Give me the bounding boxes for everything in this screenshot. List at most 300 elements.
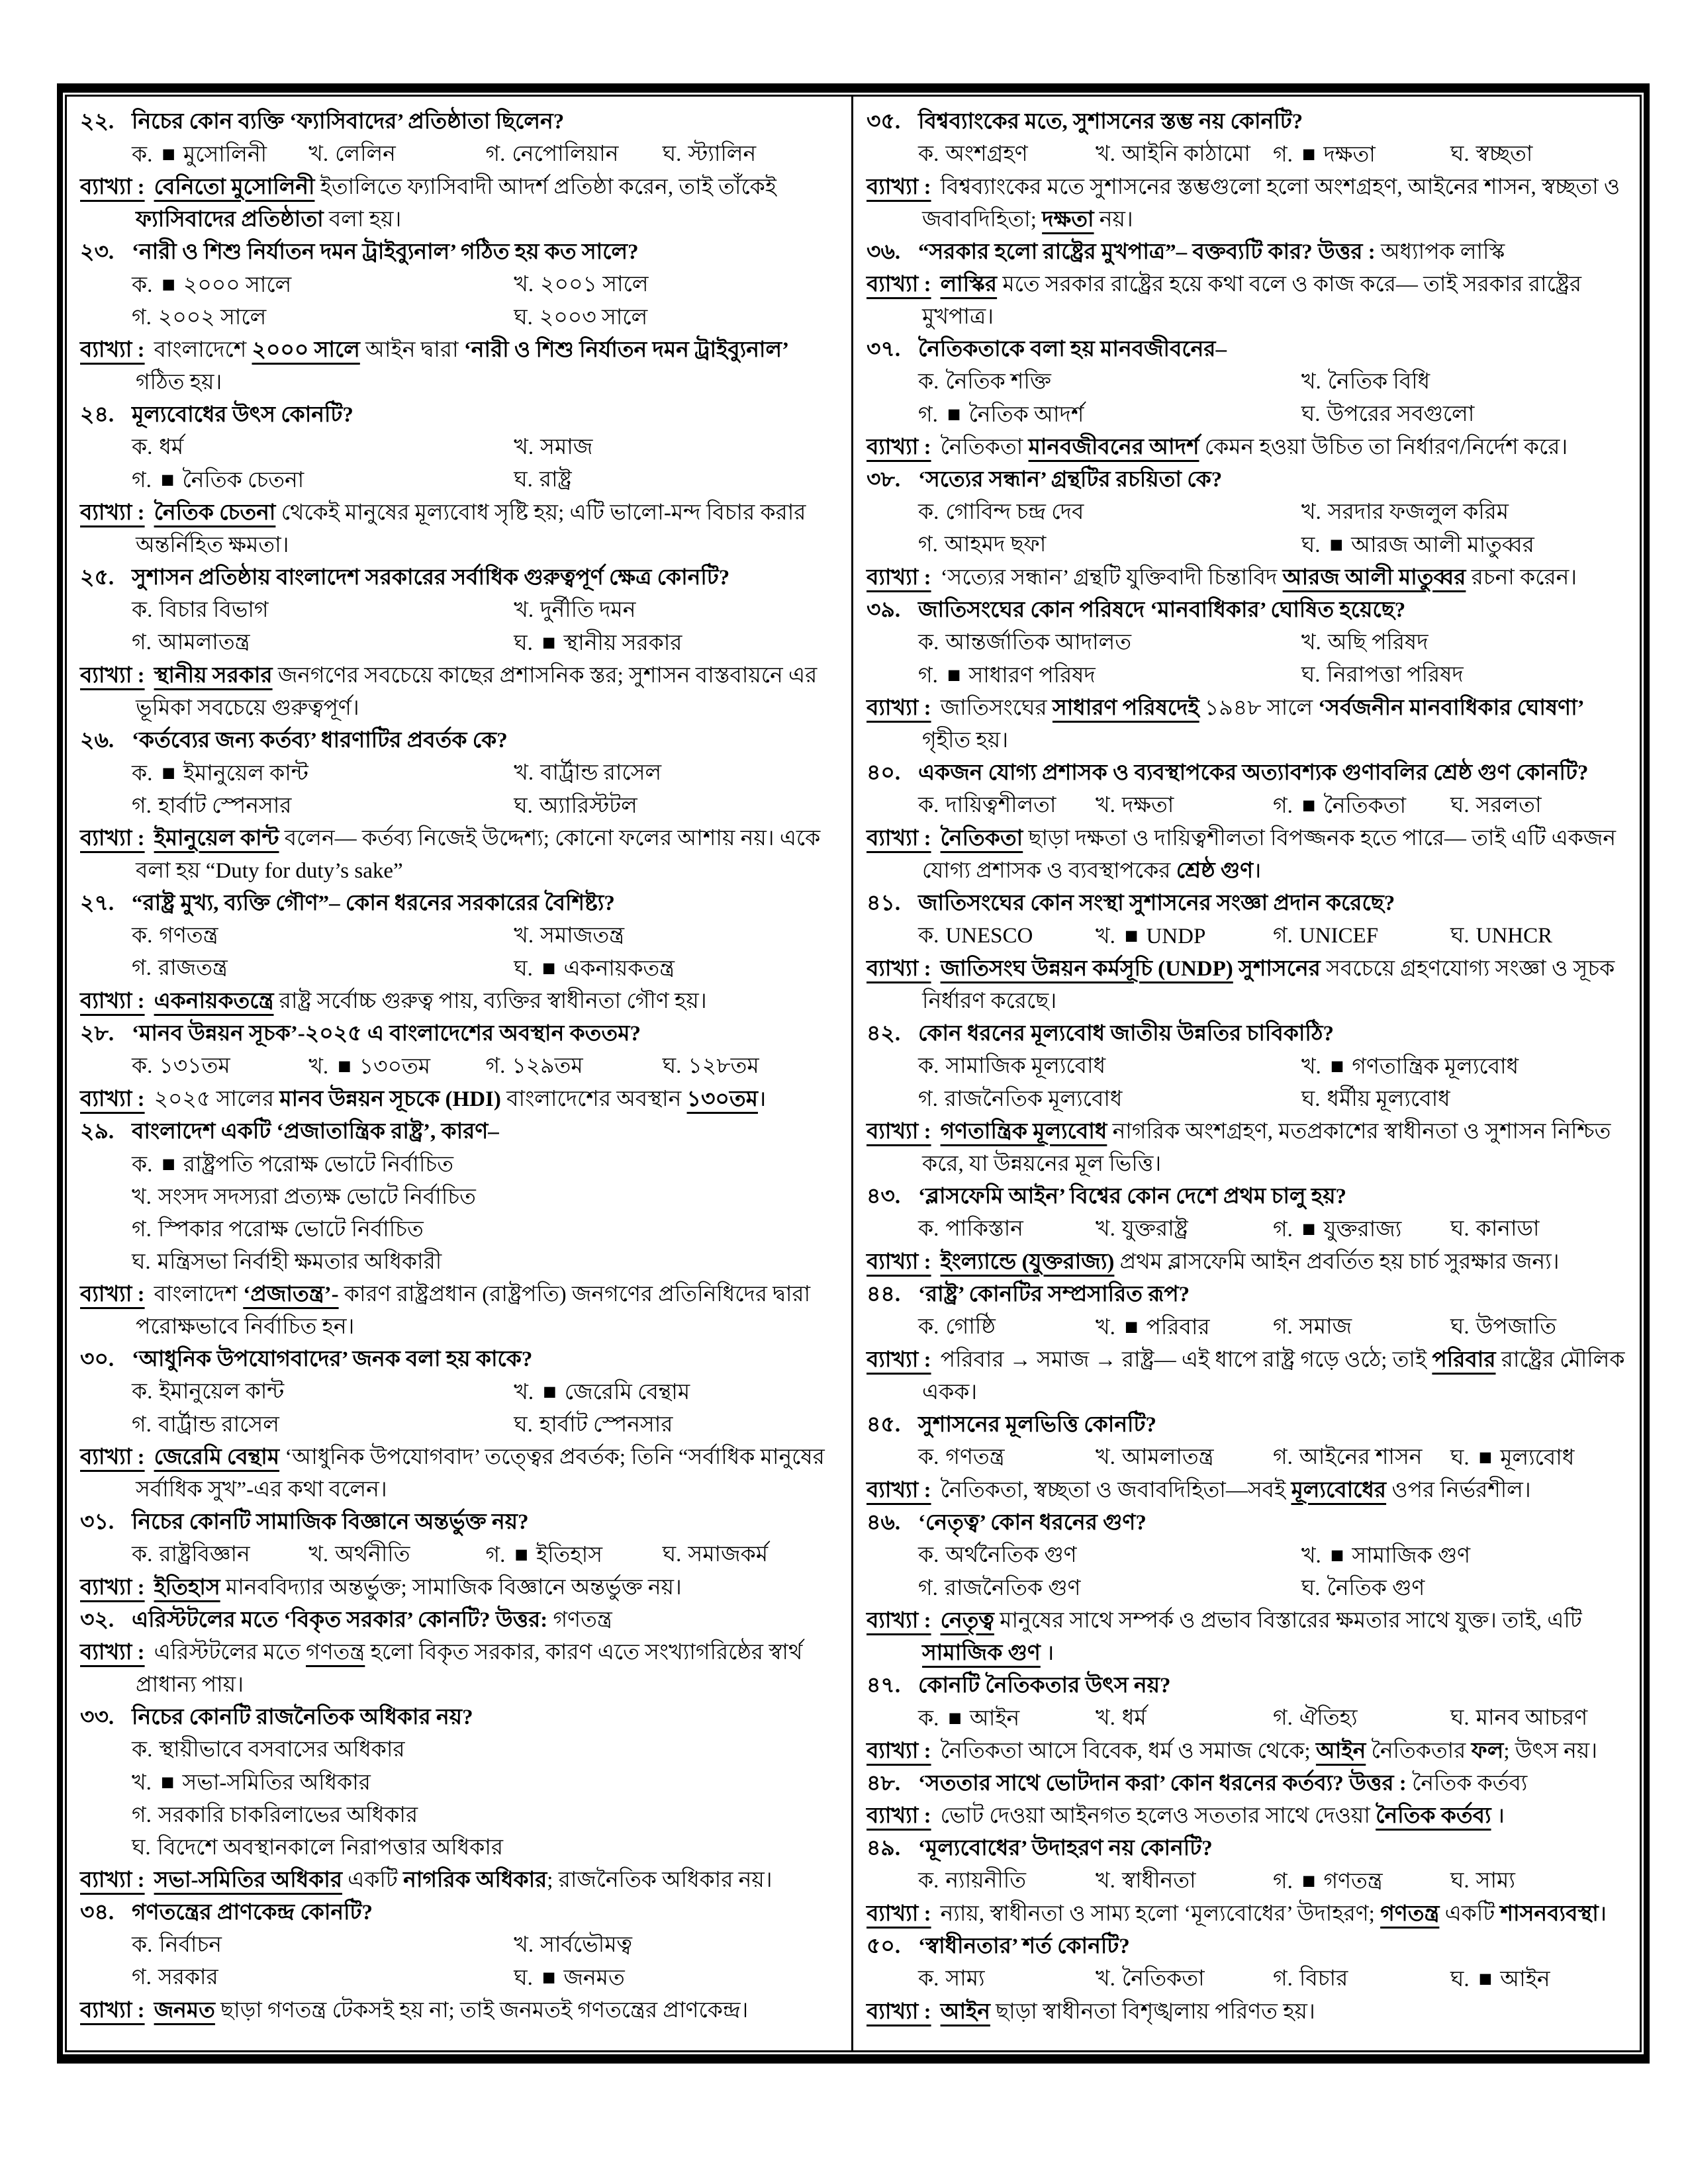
option-key: খ. <box>308 142 329 166</box>
option-item <box>514 757 839 790</box>
question-title <box>918 1279 1628 1311</box>
option-text: ঐতিহ্য <box>1299 1706 1358 1730</box>
option-item <box>132 138 308 171</box>
option-text: আইন <box>1500 1968 1550 1991</box>
question-title <box>132 236 839 269</box>
option-key: ক. <box>918 1543 939 1567</box>
options-group <box>132 269 839 334</box>
option-text: আইনের শাসন <box>1299 1445 1423 1469</box>
option-key: ক. <box>918 1315 939 1339</box>
option-key: গ. <box>1273 143 1293 167</box>
question-title <box>132 562 839 594</box>
option-key: ঘ. <box>514 631 533 655</box>
option-key: ঘ. <box>1301 663 1321 687</box>
question-block <box>80 399 839 562</box>
option-text: রাষ্ট্র <box>539 468 572 492</box>
option-item <box>1301 1572 1628 1605</box>
options-group <box>132 1929 839 1995</box>
option-key: গ. <box>485 1054 506 1078</box>
explanation <box>867 562 1628 594</box>
explanation-label: ব্যাখ্যা : <box>80 664 145 688</box>
options-group <box>918 627 1628 692</box>
option-key: ঘ. <box>132 1836 151 1860</box>
option-item <box>918 366 1301 398</box>
option-text: সরলতা <box>1476 794 1542 817</box>
option-text: দক্ষতা <box>1121 794 1174 817</box>
option-key: ক. <box>132 1380 153 1404</box>
option-key: ক. <box>132 1153 153 1177</box>
option-text: অর্থনীতি <box>335 1543 410 1567</box>
question-title <box>918 1833 1628 1865</box>
option-key: খ. <box>514 761 534 785</box>
explanation <box>867 432 1628 464</box>
option-key: ঘ. <box>514 957 533 981</box>
correct-answer-marker: ■ <box>543 1380 557 1404</box>
question-title-line <box>867 887 1628 920</box>
explanation <box>867 692 1628 757</box>
option-item <box>1096 1963 1273 1996</box>
question-title <box>132 1604 839 1637</box>
option-text: ১২৮তম <box>688 1054 759 1078</box>
option-item <box>486 138 663 171</box>
question-text: নৈতিকতাকে বলা হয় মানবজীবনের– <box>918 338 1227 361</box>
option-text: স্বাধীনতা <box>1121 1869 1196 1893</box>
question-block <box>80 1343 839 1506</box>
option-key: খ. <box>514 435 534 459</box>
explanation-segment: ‘নারী ও শিশু নির্যাতন দমন ট্রাইব্যুনাল’ <box>463 338 790 362</box>
correct-answer-marker: ■ <box>162 761 175 786</box>
explanation <box>867 1116 1628 1181</box>
option-key: খ. <box>132 1185 152 1209</box>
question-block <box>867 1670 1628 1768</box>
inline-answer-value: নৈতিক কর্তব্য <box>1412 1772 1528 1796</box>
question-number: ৪৮. <box>867 1772 901 1796</box>
option-text: আইনি কাঠামো <box>1121 142 1250 166</box>
option-item <box>918 1572 1301 1605</box>
option-key: ঘ. <box>1450 1315 1470 1339</box>
option-item <box>132 1766 839 1799</box>
correct-answer-marker: ■ <box>948 1706 962 1731</box>
option-item <box>918 1865 1096 1898</box>
option-item <box>132 790 514 823</box>
correct-answer-marker: ■ <box>1301 1869 1316 1893</box>
option-text: বার্ট্রান্ড রাসেল <box>158 1413 279 1437</box>
option-item <box>918 1539 1301 1572</box>
option-key: ঘ. <box>1301 1087 1321 1111</box>
option-key: ক. <box>918 1445 939 1469</box>
option-text: গোষ্ঠি <box>945 1315 996 1339</box>
question-text: ‘সত্যের সন্ধান’ গ্রন্থটির রচয়িতা কে? <box>918 468 1223 492</box>
correct-answer-marker: ■ <box>541 1966 556 1990</box>
option-key: খ. <box>1301 1544 1321 1568</box>
option-text: স্থানীয় সরকার <box>563 631 682 655</box>
explanation-segment: গণতান্ত্রিক মূল্যবোধ <box>940 1120 1107 1144</box>
explanation-label: ব্যাখ্যা : <box>867 1609 931 1633</box>
question-title <box>918 464 1628 496</box>
explanation-segment: শ্রেষ্ঠ গুণ <box>1176 859 1254 883</box>
question-text: এরিস্টটলের মতে ‘বিকৃত সরকার’ কোনটি? <box>132 1608 491 1632</box>
option-item <box>1450 1213 1628 1246</box>
option-key: গ. <box>485 1543 506 1567</box>
correct-answer-marker: ■ <box>1301 794 1316 818</box>
explanation <box>867 1996 1628 2028</box>
explanation-segment: নৈতিক কর্তব্য <box>1376 1804 1491 1828</box>
option-key: খ. <box>1096 1967 1115 1991</box>
option-item <box>918 1963 1096 1996</box>
option-key: খ. <box>1096 1869 1115 1893</box>
right-column <box>853 97 1640 2050</box>
question-title <box>132 399 839 432</box>
option-item <box>918 1441 1096 1475</box>
explanation <box>80 823 839 887</box>
option-key: খ. <box>1096 1316 1115 1340</box>
option-key: খ. <box>1301 631 1321 655</box>
explanation-segment: ; উৎস নয়। <box>1503 1739 1598 1763</box>
option-key: খ. <box>1096 1706 1115 1730</box>
option-text: একনায়কতন্ত্র <box>563 957 675 981</box>
question-block <box>80 1897 839 2027</box>
options-group <box>918 496 1628 562</box>
question-title-line <box>867 1409 1628 1441</box>
explanation-segment: সবচেয়ে গ্রহণযোগ্য সংজ্ঞা ও সূচক নির্ধারণ করেছে। <box>922 957 1615 1013</box>
option-key: ঘ. <box>1450 1869 1470 1893</box>
question-text: ‘মূল্যবোধের’ উদাহরণ নয় কোনটি? <box>918 1837 1213 1860</box>
explanation-segment: বাংলাদেশে <box>154 338 252 362</box>
option-text: ২০০০ সালে <box>183 273 292 297</box>
correct-answer-marker: ■ <box>1301 142 1316 167</box>
option-item <box>918 920 1096 953</box>
explanation-segment: ফল <box>1471 1739 1504 1763</box>
question-text: জাতিসংঘের কোন পরিষদে ‘মানবাধিকার’ ঘোষিত হয়েছে? <box>918 598 1406 622</box>
option-item <box>1273 138 1450 171</box>
option-item <box>1273 1441 1450 1475</box>
option-item <box>132 1539 308 1572</box>
option-key: খ. <box>132 1771 152 1795</box>
option-key: ঘ. <box>1450 142 1470 166</box>
explanation-segment: ১৩০তম <box>686 1087 758 1111</box>
explanation <box>867 269 1628 334</box>
explanation-segment: ওপর নির্ভরশীল। <box>1386 1479 1531 1502</box>
explanation-segment: নৈতিকতার <box>1366 1739 1472 1763</box>
option-text: সাধারণ পরিষদ <box>968 664 1096 688</box>
option-item <box>132 920 514 952</box>
explanation-segment: মানববিদ্যার অন্তর্ভুক্ত; সামাজিক বিজ্ঞানে অন্তর্ভুক্ত নয়। <box>220 1576 682 1600</box>
option-key: খ. <box>1301 500 1321 524</box>
explanation-label: ব্যাখ্যা : <box>80 1576 145 1600</box>
option-item <box>132 269 514 302</box>
option-text: অংশগ্রহণ <box>945 142 1028 166</box>
question-title-line <box>867 464 1628 496</box>
explanation-segment: আইন দ্বারা <box>359 338 464 362</box>
explanation-label: ব্যাখ্যা : <box>80 1868 145 1892</box>
question-block <box>80 725 839 887</box>
option-text: বিচার <box>1299 1967 1348 1991</box>
option-text: সমাজতন্ত্র <box>540 924 625 948</box>
option-item <box>132 302 514 334</box>
explanation-segment: একটি <box>342 1868 404 1892</box>
question-number: ৪২. <box>867 1022 901 1046</box>
question-text: ‘আধুনিক উপযোগবাদের’ জনক বলা হয় কাকে? <box>132 1347 533 1371</box>
question-title <box>918 1409 1628 1441</box>
option-text: মন্ত্রিসভা নির্বাহী ক্ষমতার অধিকারী <box>157 1250 442 1274</box>
option-item <box>132 1148 839 1181</box>
option-item <box>1301 659 1628 692</box>
question-number: ৩৯. <box>867 598 901 622</box>
explanation-segment: ‘সত্যের সন্ধান’ গ্রন্থটি যুক্তিবাদী চিন্তাবিদ <box>940 566 1283 590</box>
question-text: কোনটি নৈতিকতার উৎস নয়? <box>918 1674 1171 1698</box>
question-text: ‘রাষ্ট্র’ কোনটির সম্প্রসারিত রূপ? <box>918 1283 1190 1306</box>
question-title <box>132 725 839 757</box>
question-number: ৩৫. <box>867 110 901 134</box>
option-item <box>1273 790 1450 823</box>
option-item <box>308 138 485 171</box>
question-number: ২৭. <box>80 891 115 915</box>
option-item <box>1273 920 1450 953</box>
option-key: গ. <box>1273 1445 1293 1469</box>
option-item <box>132 1799 839 1832</box>
option-text: গোবিন্দ চন্দ্র দেব <box>945 500 1084 524</box>
correct-answer-marker: ■ <box>338 1054 352 1079</box>
explanation-segment: গঠিত হয়। <box>136 371 222 394</box>
option-text: সার্বভৌমত্ব <box>540 1933 632 1957</box>
explanation-segment: রচনা করেন। <box>1466 566 1577 590</box>
question-number: ৩৩. <box>80 1706 115 1729</box>
option-text: দুর্নীতি দমন <box>540 598 636 622</box>
question-number: ৪৪. <box>867 1283 901 1306</box>
option-text: মূল্যবোধ <box>1500 1446 1575 1470</box>
option-key: গ. <box>1273 1315 1293 1339</box>
option-text: আরজ আলী মাতুব্বর <box>1351 533 1534 557</box>
option-item <box>1273 1865 1450 1898</box>
explanation-segment: সুশাসনের <box>1239 957 1321 981</box>
question-number: ৩৬. <box>867 240 901 264</box>
option-text: বিচার বিভাগ <box>159 598 269 622</box>
explanation-segment: বেনিতো মুসোলিনী <box>154 175 315 199</box>
option-key: ক. <box>918 1967 939 1991</box>
option-text: সমাজ <box>1299 1315 1352 1339</box>
option-text: আহমদ ছফা <box>944 533 1047 557</box>
explanation-segment: হলো বিকৃত সরকার, কারণ এতে সংখ্যাগরিষ্ঠের স্বার্থ প্রাধান্য পায়। <box>136 1641 803 1697</box>
explanation-segment: ; রাজনৈতিক অধিকার নয়। <box>547 1868 773 1892</box>
option-text: নৈতিকতা <box>1323 794 1407 818</box>
option-key: গ. <box>132 956 152 980</box>
explanation-label: ব্যাখ্যা : <box>80 989 145 1013</box>
explanation-label: ব্যাখ্যা : <box>80 1445 145 1469</box>
option-key: ক. <box>132 435 153 459</box>
option-text: মানব আচরণ <box>1476 1706 1588 1730</box>
option-item <box>1450 1702 1628 1735</box>
explanation-segment: নৈতিক চেতনা <box>154 501 276 525</box>
option-key: ঘ. <box>1450 1446 1470 1470</box>
option-key: খ. <box>1301 370 1321 394</box>
options-group <box>132 432 839 497</box>
inline-answer-label: উত্তর : <box>1349 1772 1407 1796</box>
explanation-label: ব্যাখ্যা : <box>867 1739 931 1763</box>
question-title-line <box>80 1018 839 1050</box>
explanation-segment: । <box>1040 1641 1055 1665</box>
option-text: যুক্তরাষ্ট্র <box>1121 1217 1188 1241</box>
option-key: ক. <box>918 1217 939 1241</box>
option-item <box>132 1246 839 1279</box>
explanation <box>80 1279 839 1343</box>
options-group <box>132 1539 839 1572</box>
explanation-label: ব্যাখ্যা : <box>867 566 931 590</box>
explanation-segment: বাংলাদেশ <box>154 1283 244 1306</box>
option-key: গ. <box>1273 1870 1293 1893</box>
question-number: ২২. <box>80 110 115 134</box>
question-title-line <box>80 887 839 920</box>
question-title <box>918 1181 1628 1213</box>
correct-answer-marker: ■ <box>1329 533 1344 557</box>
explanation <box>867 1898 1628 1931</box>
option-key: খ. <box>1096 1217 1115 1241</box>
question-block <box>80 106 839 236</box>
option-key: ঘ. <box>662 142 682 166</box>
option-text: ধর্মীয় মূল্যবোধ <box>1327 1087 1450 1111</box>
explanation <box>867 1735 1628 1768</box>
option-item <box>1096 1865 1273 1898</box>
question-text: ‘সততার সাথে ভোটদান করা’ কোন ধরনের কর্তব্য? <box>918 1772 1344 1796</box>
question-text: জাতিসংঘের কোন সংস্থা সুশাসনের সংজ্ঞা প্রদান করেছে? <box>918 891 1395 915</box>
option-key: গ. <box>1273 1967 1293 1991</box>
question-text: “রাষ্ট্র মুখ্য, ব্যক্তি গৌণ”– কোন ধরনের সরকারের বৈশিষ্ট্য? <box>132 891 615 915</box>
option-item <box>132 1832 839 1864</box>
explanation-segment: একটি <box>1439 1902 1501 1926</box>
explanation-label: ব্যাখ্যা : <box>80 827 145 850</box>
explanation <box>867 953 1628 1018</box>
option-text: আমলাতন্ত্র <box>158 631 250 655</box>
question-title <box>918 106 1628 138</box>
option-key: ক. <box>132 1054 153 1078</box>
option-text: নৈতিক চেতনা <box>182 469 305 492</box>
option-key: ঘ. <box>1450 794 1470 817</box>
question-text: ‘নারী ও শিশু নির্যাতন দমন ট্রাইব্যুনাল’ গঠিত হয় কত সালে? <box>132 240 639 264</box>
option-text: সরকার <box>158 1966 218 1989</box>
option-item <box>514 627 839 660</box>
correct-answer-marker: ■ <box>541 631 556 655</box>
question-number: ৪৬. <box>867 1511 901 1535</box>
question-number: ৩৭. <box>867 338 901 361</box>
option-item <box>663 1539 839 1572</box>
question-number: ২৫. <box>80 566 115 590</box>
option-text: আন্তর্জাতিক আদালত <box>945 631 1131 655</box>
option-item <box>1301 398 1628 432</box>
question-title-line <box>867 334 1628 366</box>
explanation-label: ব্যাখ্যা : <box>867 696 931 720</box>
explanation <box>867 1246 1628 1279</box>
option-text: ২০০১ সালে <box>540 273 649 296</box>
question-number: ২৪. <box>80 403 115 427</box>
question-title-line <box>867 236 1628 269</box>
question-title-line <box>80 562 839 594</box>
option-item <box>514 594 839 627</box>
option-key: ঘ. <box>514 306 533 330</box>
question-title-line <box>867 1768 1628 1800</box>
explanation-segment: রাষ্ট্রের মৌলিক একক। <box>922 1348 1625 1404</box>
option-item <box>1301 366 1628 398</box>
option-text: অছি পরিষদ <box>1327 631 1429 655</box>
question-title <box>132 1702 839 1734</box>
option-key: গ. <box>132 631 152 655</box>
question-text: একজন যোগ্য প্রশাসক ও ব্যবস্থাপকের অত্যাবশ্যক গুণাবলির শ্রেষ্ঠ গুণ কোনটি? <box>918 761 1589 785</box>
option-key: খ. <box>1301 1055 1321 1079</box>
option-item <box>918 1083 1301 1116</box>
option-key: খ. <box>1096 1445 1115 1469</box>
option-item <box>918 1702 1096 1735</box>
option-key: খ. <box>1096 925 1115 948</box>
explanation-segment: মানবজীবনের আদর্শ <box>1028 435 1199 459</box>
left-column <box>67 97 853 2050</box>
option-item <box>514 790 839 823</box>
explanation-segment: কারণ রাষ্ট্রপ্রধান (রাষ্ট্রপতি) জনগণের প্রতিনিধিদের দ্বারা পরোক্ষভাবে নির্বাচিত হন। <box>136 1283 811 1339</box>
option-key: ঘ. <box>662 1054 682 1078</box>
question-text: ‘নেতৃত্ব’ কোন ধরনের গুণ? <box>918 1511 1147 1535</box>
question-block <box>80 887 839 1018</box>
option-item <box>514 1962 839 1995</box>
explanation-segment: গণতন্ত্র <box>306 1641 365 1664</box>
option-item <box>918 138 1096 171</box>
explanation-segment: ছাড়া স্বাধীনতা বিশৃঙ্খলায় পরিণত হয়। <box>990 2000 1315 2024</box>
question-block <box>867 594 1628 757</box>
option-key: ক. <box>918 370 939 394</box>
option-text: নৈতিক শক্তি <box>945 370 1051 394</box>
option-key: ক. <box>132 762 153 786</box>
options-group <box>918 138 1628 171</box>
explanation-segment: সাধারণ পরিষদেই <box>1052 696 1199 720</box>
option-item <box>1301 1083 1628 1116</box>
question-block <box>80 1116 839 1343</box>
option-text: উপজাতি <box>1476 1315 1557 1339</box>
option-key: ঘ. <box>662 1543 682 1567</box>
option-item <box>1450 790 1628 823</box>
options-group <box>918 1702 1628 1735</box>
explanation-segment: ভোট দেওয়া আইনগত হলেও সততার সাথে দেওয়া <box>940 1804 1376 1828</box>
option-item <box>1301 1050 1628 1083</box>
explanation <box>867 1344 1628 1409</box>
explanation <box>867 171 1628 236</box>
question-number: ৪৯. <box>867 1837 901 1860</box>
question-number: ৩৪. <box>80 1901 115 1925</box>
option-text: পরিবার <box>1146 1316 1210 1340</box>
question-block <box>80 1506 839 1604</box>
option-item <box>132 1409 514 1441</box>
explanation-segment: ইতিহাস <box>154 1576 220 1600</box>
correct-answer-marker: ■ <box>162 1152 175 1177</box>
option-text: হার্বাট স্পেনসার <box>539 1413 673 1437</box>
option-key: গ. <box>918 1087 938 1111</box>
explanation <box>80 1995 839 2027</box>
explanation-segment: থেকেই মানুষের মূল্যবোধ সৃষ্টি হয়; এটি ভালো-মন্দ বিচার করার অন্তর্নিহিত ক্ষমতা। <box>136 501 806 557</box>
explanation-segment: পরিবার <box>1432 1348 1496 1372</box>
option-text: কানাডা <box>1476 1217 1540 1241</box>
option-item <box>1096 1311 1273 1344</box>
question-number: ৩৮. <box>867 468 901 492</box>
options-group <box>918 1050 1628 1116</box>
option-text: গণতন্ত্র <box>1323 1870 1383 1893</box>
question-title <box>918 1507 1628 1539</box>
option-key: গ. <box>1273 794 1293 818</box>
explanation <box>80 1441 839 1506</box>
option-key: গ. <box>132 306 152 330</box>
question-block <box>80 1702 839 1897</box>
option-item <box>1096 1702 1273 1735</box>
option-text: উপরের সবগুলো <box>1327 402 1475 426</box>
question-text: বাংলাদেশ একটি ‘প্রজাতান্ত্রিক রাষ্ট্র’, কারণ– <box>132 1120 499 1144</box>
question-block <box>867 1279 1628 1409</box>
option-text: রাজনৈতিক মূল্যবোধ <box>944 1087 1123 1111</box>
explanation-segment: মতে সরকার রাষ্ট্রের হয়ে কথা বলে ও কাজ করে— তাই সরকার রাষ্ট্রের মুখপাত্র। <box>922 273 1582 329</box>
question-title <box>918 1931 1628 1963</box>
